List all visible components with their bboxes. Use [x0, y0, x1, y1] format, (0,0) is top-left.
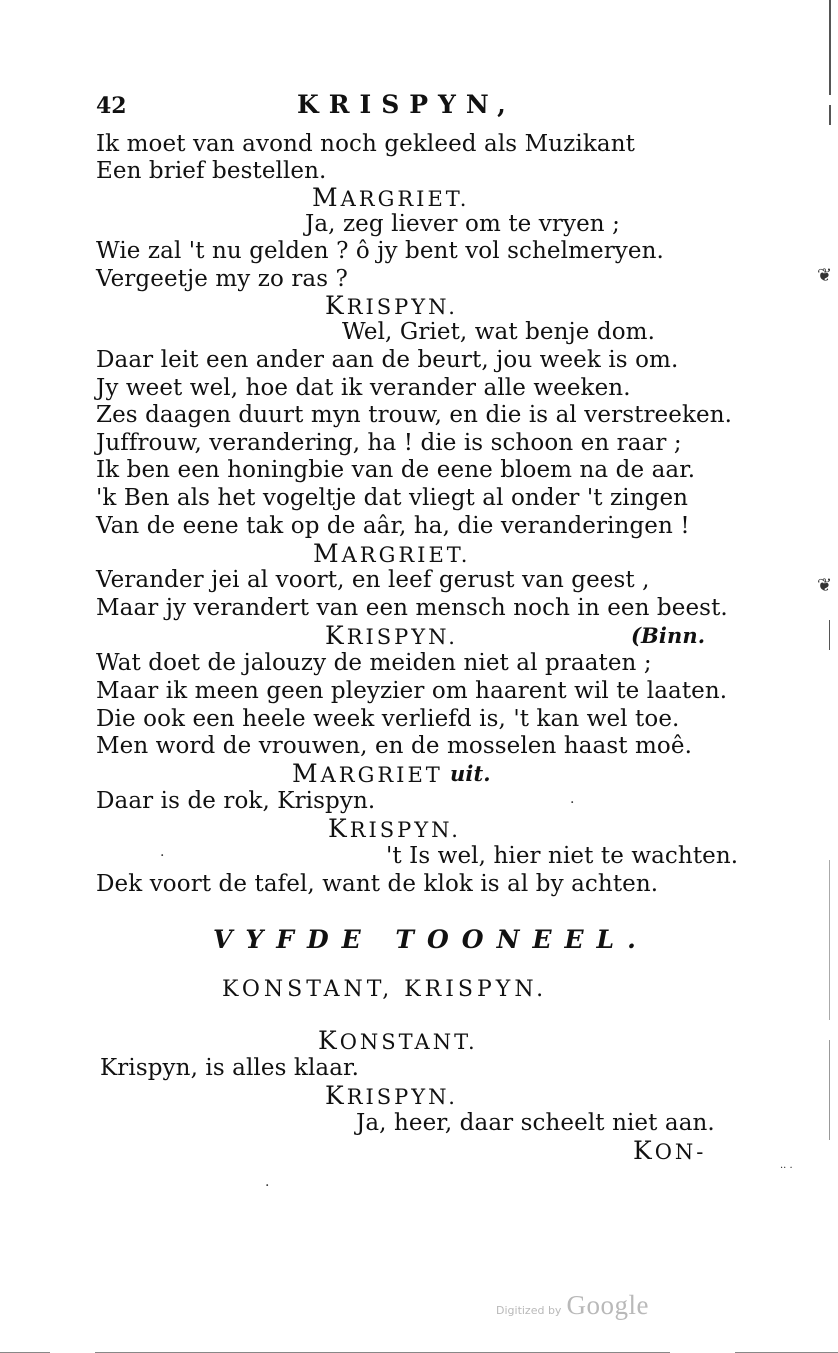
speaker-name: KRISPYN. — [328, 814, 461, 843]
watermark-prefix: Digitized by — [496, 1304, 562, 1317]
speaker-name: KRISPYN. — [325, 621, 458, 650]
verse-line: Ja, heer, daar scheelt niet aan. — [356, 1110, 715, 1136]
speaker-name: KONSTANT. — [318, 1026, 478, 1055]
verse-line: Wie zal 't nu gelden ? ô jy bent vol schelmeryen. — [96, 238, 664, 264]
verse-line: Een brief bestellen. — [96, 158, 327, 184]
scan-edge-mark — [829, 620, 830, 650]
scan-speck: ❦ — [817, 265, 833, 286]
page-number: 42 — [96, 93, 127, 119]
google-logo: Google — [566, 1290, 650, 1320]
verse-line: Men word de vrouwen, en de mosselen haast moê. — [96, 733, 692, 759]
verse-line: Daar is de rok, Krispyn. — [96, 788, 376, 814]
stage-direction-binn: (Binn. — [631, 623, 706, 648]
verse-line: Jy weet wel, hoe dat ik verander alle weeken. — [96, 375, 631, 401]
verse-line: Ik ben een honingbie van de eene bloem na de aar. — [96, 457, 696, 483]
speaker-name: KRISPYN. — [325, 1081, 458, 1110]
scan-speck: ·· · — [780, 1163, 793, 1174]
verse-line: Die ook een heele week verliefd is, 't kan wel toe. — [96, 706, 680, 732]
speaker-name: MARGRIET. — [313, 539, 471, 568]
verse-line: Krispyn, is alles klaar. — [100, 1055, 360, 1081]
scan-speck: · — [160, 848, 165, 864]
verse-line: 'k Ben als het vogeltje dat vliegt al onder 't zingen — [96, 485, 689, 511]
verse-line: Dek voort de tafel, want de klok is al by achten. — [96, 871, 659, 897]
verse-line: Verander jei al voort, en leef gerust van geest , — [96, 567, 650, 593]
verse-line: Maar ik meen geen pleyzier om haarent wil te laaten. — [96, 678, 728, 704]
stage-direction-uit: uit. — [450, 761, 491, 786]
scan-edge-mark — [829, 0, 831, 95]
speaker-name: KRISPYN. — [325, 291, 458, 320]
verse-line: Ja, zeg liever om te vryen ; — [305, 211, 620, 237]
scan-edge-mark — [829, 860, 830, 1020]
verse-line: Van de eene tak op de aâr, ha, die veranderingen ! — [96, 513, 690, 539]
scan-edge-mark — [829, 1040, 830, 1140]
verse-line: Juffrouw, verandering, ha ! die is schoon en raar ; — [96, 430, 682, 456]
verse-line: 't Is wel, hier niet te wachten. — [386, 843, 739, 869]
scan-speck: · — [265, 1178, 270, 1194]
verse-line: Wat doet de jalouzy de meiden niet al praaten ; — [96, 650, 652, 676]
digitized-watermark — [496, 1290, 649, 1321]
verse-line: Zes daagen duurt myn trouw, en die is al verstreeken. — [96, 402, 733, 428]
verse-line: Maar jy verandert van een mensch noch in een beest. — [96, 595, 728, 621]
verse-line: Daar leit een ander aan de beurt, jou week is om. — [96, 347, 679, 373]
scan-speck: · — [570, 795, 575, 811]
running-head: KRISPYN, — [297, 90, 516, 119]
catchword: KON- — [633, 1136, 707, 1165]
speaker-name: MARGRIET. — [312, 183, 470, 212]
verse-line: Wel, Griet, wat benje dom. — [342, 319, 655, 345]
verse-line: Vergeetje my zo ras ? — [96, 266, 348, 292]
scan-edge-mark — [829, 105, 831, 125]
speaker-name: MARGRIET — [292, 759, 443, 788]
scene-cast: KONSTANT, KRISPYN. — [222, 977, 548, 1002]
verse-line: Ik moet van avond noch gekleed als Muzikant — [96, 131, 635, 157]
scene-heading: VYFDE TOONEEL. — [213, 925, 649, 954]
scan-speck: ❦ — [817, 575, 833, 596]
